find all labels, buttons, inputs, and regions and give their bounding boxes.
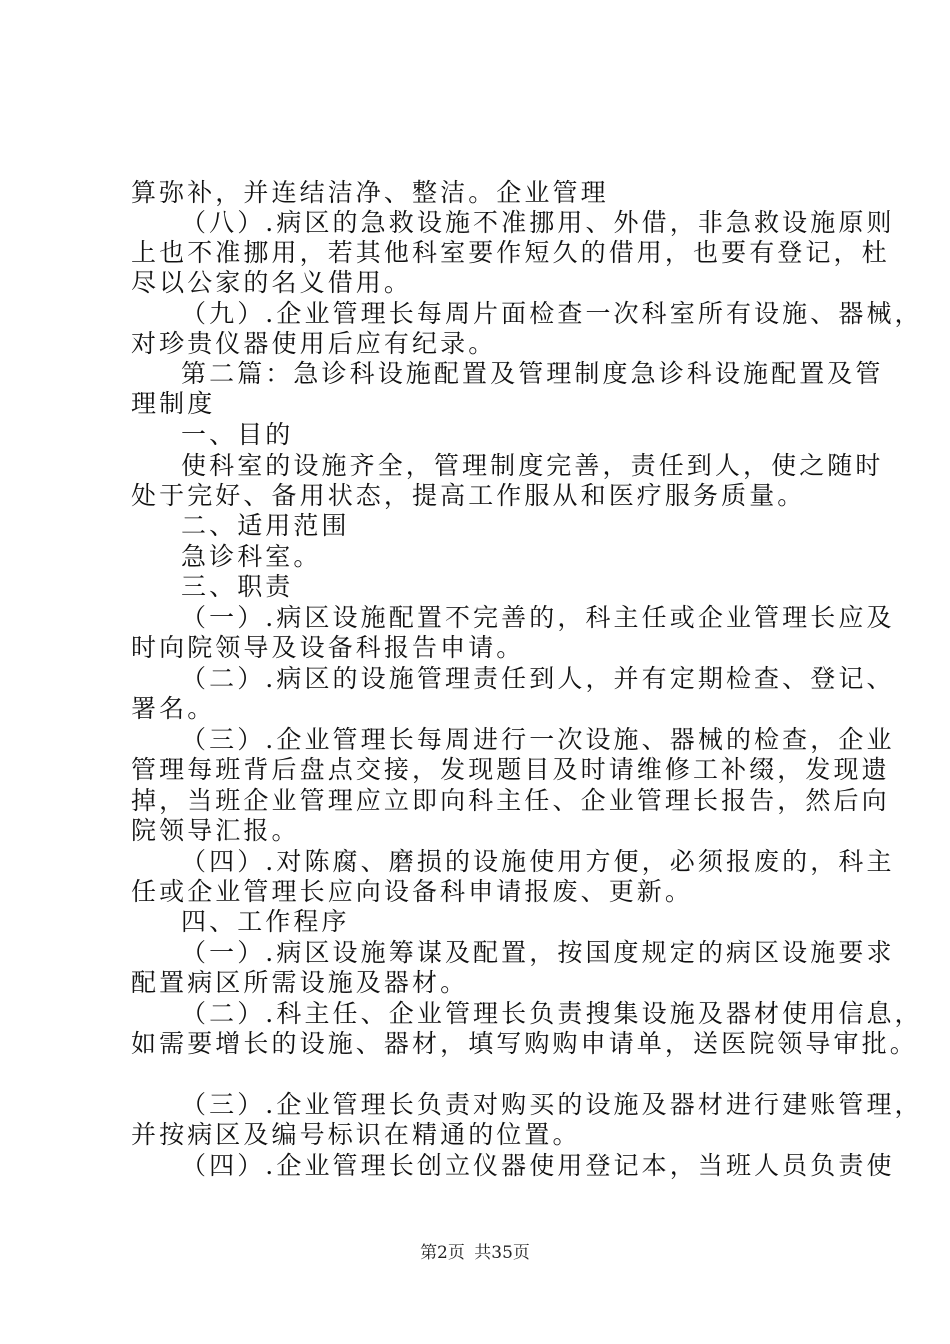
text-line: 管理每班背后盘点交接，发现题目及时请维修工补缀，发现遗 bbox=[131, 755, 890, 784]
subheading: 二、适用范围 bbox=[181, 511, 350, 540]
text-line: 掉，当班企业管理应立即向科主任、企业管理长报告，然后向 bbox=[131, 786, 890, 815]
subheading: 三、职责 bbox=[181, 572, 294, 601]
text-line: （二）.科主任、企业管理长负责搜集设施及器材使用信息， bbox=[181, 999, 923, 1028]
text-line: （八）.病区的急救设施不准挪用、外借，非急救设施原则 bbox=[181, 208, 895, 237]
text-line: 配置病区所需设施及器材。 bbox=[131, 968, 469, 997]
text-line: 署名。 bbox=[131, 694, 216, 723]
text-line: （四）.对陈腐、磨损的设施使用方便，必须报废的，科主 bbox=[181, 847, 895, 876]
section-heading: 第二篇：急诊科设施配置及管理制度急诊科设施配置及管 bbox=[181, 359, 884, 388]
text-line: （一）.病区设施筹谋及配置，按国度规定的病区设施要求 bbox=[181, 938, 895, 967]
text-line: 对珍贵仪器使用后应有纪录。 bbox=[131, 329, 497, 358]
text-line: （三）.企业管理长每周进行一次设施、器械的检查，企业 bbox=[181, 725, 895, 754]
text-line: （四）.企业管理长创立仪器使用登记本，当班人员负责使 bbox=[181, 1151, 895, 1180]
subheading: 四、工作程序 bbox=[181, 907, 350, 936]
section-heading: 理制度 bbox=[131, 389, 216, 418]
text-line: 使科室的设施齐全，管理制度完善，责任到人，使之随时 bbox=[181, 451, 884, 480]
text-line: 上也不准挪用，若其他科室要作短久的借用，也要有登记，杜 bbox=[131, 238, 890, 267]
text-line: 任或企业管理长应向设备科申请报废、更新。 bbox=[131, 877, 694, 906]
text-line: 院领导汇报。 bbox=[131, 816, 300, 845]
text-line: 并按病区及编号标识在精通的位置。 bbox=[131, 1120, 581, 1149]
text-line: 处于完好、备用状态，提高工作服从和医疗服务质量。 bbox=[131, 481, 806, 510]
subheading: 一、目的 bbox=[181, 420, 294, 449]
text-line: 算弥补，并连结洁净、整洁。企业管理 bbox=[131, 178, 609, 207]
page-footer bbox=[0, 1242, 950, 1264]
text-line: 尽以公家的名义借用。 bbox=[131, 268, 413, 297]
page-total: 共35页 bbox=[474, 1243, 530, 1263]
text-line: 时向院领导及设备科报告申请。 bbox=[131, 633, 525, 662]
text-line: （二）.病区的设施管理责任到人，并有定期检查、登记、 bbox=[181, 664, 895, 693]
text-line: （九）.企业管理长每周片面检查一次科室所有设施、器械， bbox=[181, 299, 923, 328]
text-line: 急诊科室。 bbox=[181, 542, 322, 571]
text-line: （一）.病区设施配置不完善的，科主任或企业管理长应及 bbox=[181, 603, 895, 632]
text-line: （三）.企业管理长负责对购买的设施及器材进行建账管理， bbox=[181, 1090, 923, 1119]
text-line: 如需要增长的设施、器材，填写购购申请单，送医院领导审批。 bbox=[131, 1029, 918, 1058]
page-number: 第2页 bbox=[420, 1243, 465, 1263]
